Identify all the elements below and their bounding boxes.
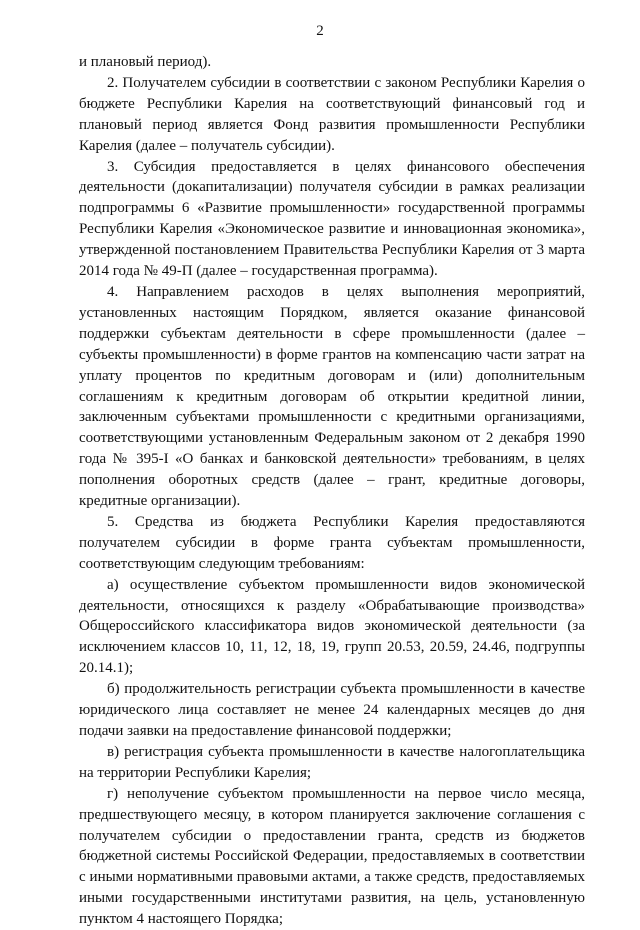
paragraph-5-grant-requirements: 5. Средства из бюджета Республики Карелия предоставляются получателем субсидии в форме гранта субъектам промышленности, соответствующим следующим требованиям: [79, 513, 585, 572]
requirement-d: г) неполучение субъектом промышленности на первое число месяца, предшествующего месяцу, в котором планируется заключение соглашения с получателем субсидии о предоставлении гранта, средств из бюджетов бюджетной системы Российской Федерации, предоставляемых в соответствии с иными нормативными правовыми актами, а также средств, предоставляемых иными государственными институтами развития, на цель, установленную пунктом 4 настоящего Порядка; [79, 785, 585, 928]
requirement-c: в) регистрация субъекта промышленности в качестве налогоплательщика на территории Республики Карелия; [79, 743, 585, 781]
paragraph-continuation: и плановый период). [79, 54, 212, 70]
page-number: 2 [316, 23, 324, 39]
document-body [79, 52, 585, 930]
paragraph-2-subsidy-recipient: 2. Получателем субсидии в соответствии с законом Республики Карелия о бюджете Республики Карелия на соответствующий финансовый год и плановый период является Фонд развития промышленности Республики Карелия (далее – получатель субсидии). [79, 74, 585, 154]
paragraph-4-expense-direction: 4. Направлением расходов в целях выполнения мероприятий, установленных настоящим Порядком, является оказание финансовой поддержки субъектам деятельности в сфере промышленности (далее – субъекты промышленности) в форме грантов на компенсацию части затрат на уплату процентов по кредитным договорам и (или) дополнительным соглашениям к кредитным договорам об открытии кредитной линии, заключенным субъектами промышленности с кредитными организациями, соответствующими установленным Федеральным законом от 2 декабря 1990 года № 395-I «О банках и банковской деятельности» требованиям, в целях пополнения оборотных средств (далее – грант, кредитные договоры, кредитные организации). [79, 283, 585, 510]
paragraph-3-subsidy-purpose: 3. Субсидия предоставляется в целях финансового обеспечения деятельности (докапитализации) получателя субсидии в рамках реализации подпрограммы 6 «Развитие промышленности» государственной программы Республики Карелия «Экономическое развитие и инновационная экономика», утвержденной постановлением Правительства Республики Карелия от 3 марта 2014 года № 49-П (далее – государственная программа). [79, 158, 585, 280]
requirement-a: а) осуществление субъектом промышленности видов экономической деятельности, относящихся к разделу «Обрабатывающие производства» Общероссийского классификатора видов экономической деятельности (за исключением классов 10, 11, 12, 18, 19, групп 20.53, 20.59, 24.46, подгруппы 20.14.1); [79, 576, 585, 677]
requirement-b: б) продолжительность регистрации субъекта промышленности в качестве юридического лица составляет не менее 24 календарных месяцев до дня подачи заявки на предоставление финансовой поддержки; [79, 681, 585, 739]
